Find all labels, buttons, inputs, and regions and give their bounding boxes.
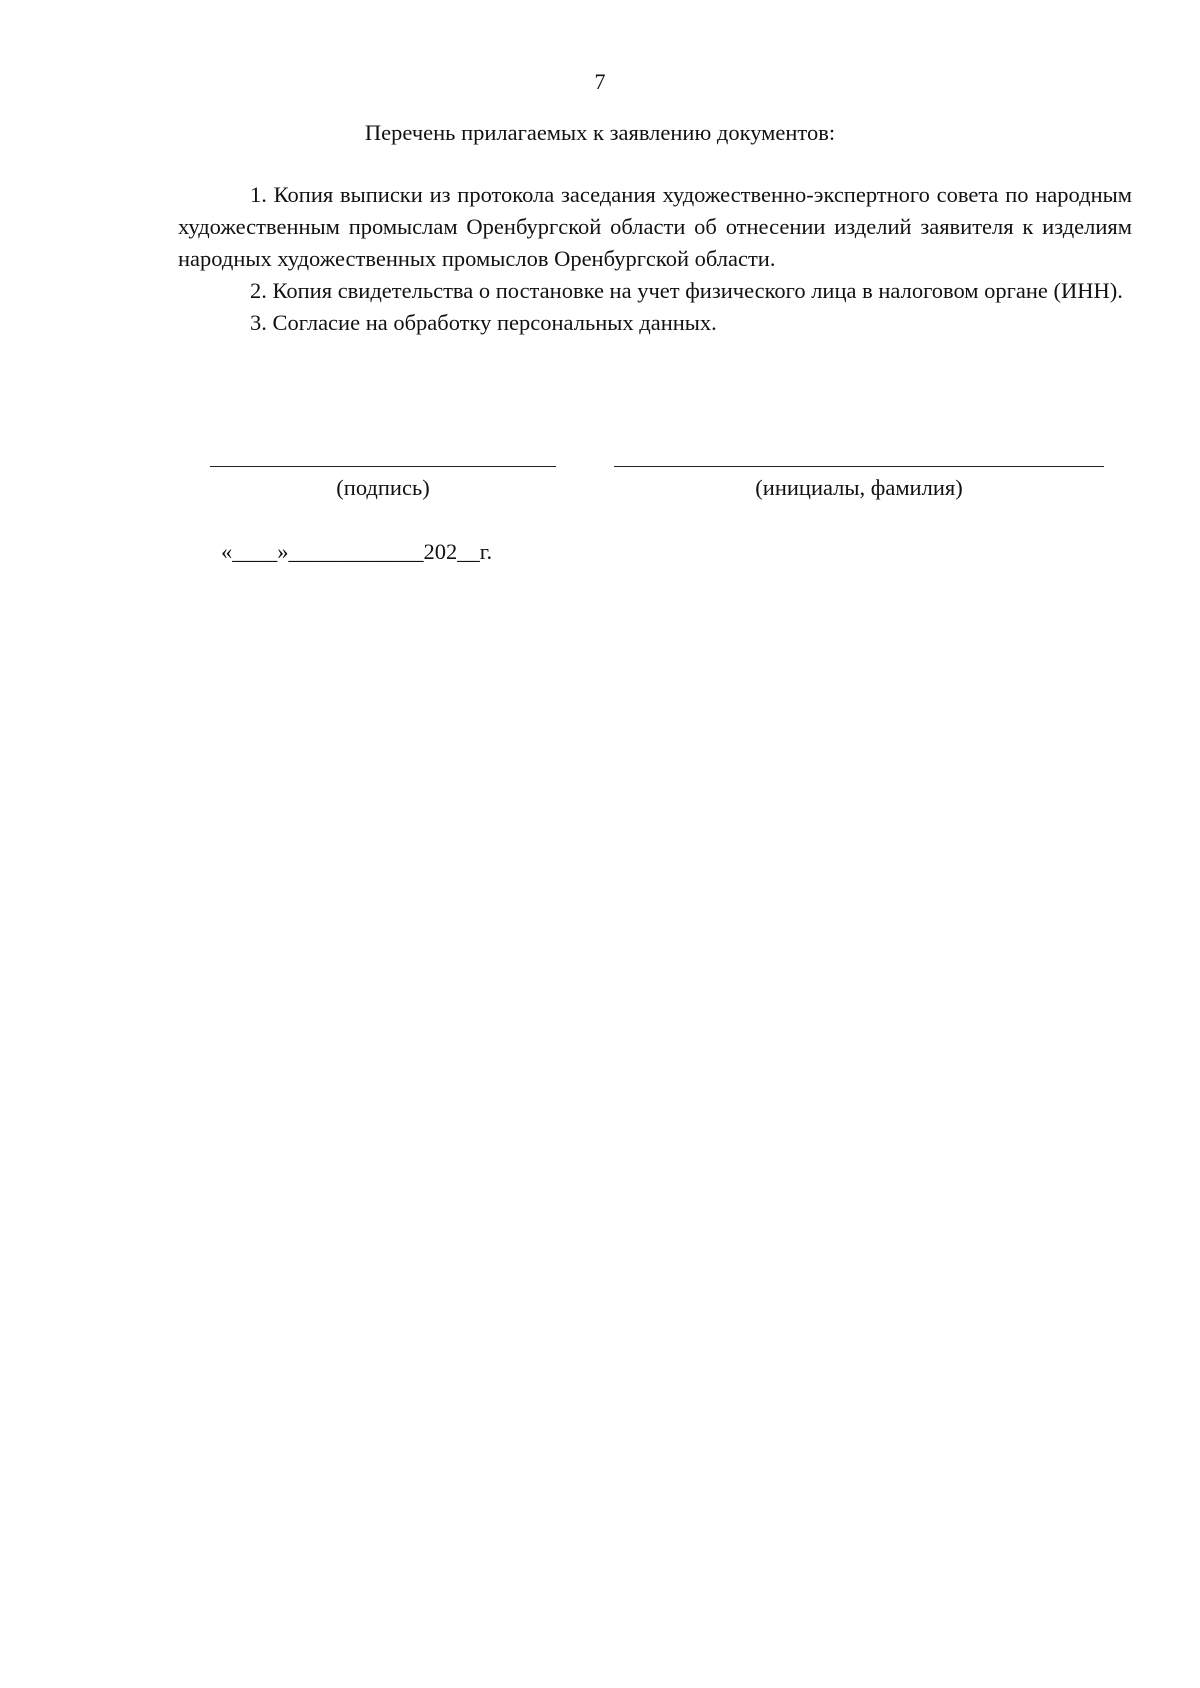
attached-documents-list bbox=[178, 179, 1132, 339]
name-line bbox=[614, 466, 1104, 467]
document-item-3: 3. Согласие на обработку персональных данных. bbox=[250, 310, 717, 335]
document-item-1: 1. Копия выписки из протокола заседания художественно-экспертного совета по народным художественным промыслам Оренбургской области об отнесении изделий заявителя к изделиям народных художественных промыслов Оренбургской области. bbox=[178, 182, 1132, 271]
page-number: 7 bbox=[594, 69, 606, 94]
date-line: «____»____________202__г. bbox=[221, 539, 493, 564]
signature-caption: (подпись) bbox=[336, 475, 430, 500]
name-caption: (инициалы, фамилия) bbox=[755, 475, 963, 500]
signature-line bbox=[210, 466, 556, 467]
document-list-heading: Перечень прилагаемых к заявлению документов: bbox=[364, 120, 836, 145]
document-item-2: 2. Копия свидетельства о постановке на учет физического лица в налоговом органе (ИНН). bbox=[250, 278, 1123, 303]
